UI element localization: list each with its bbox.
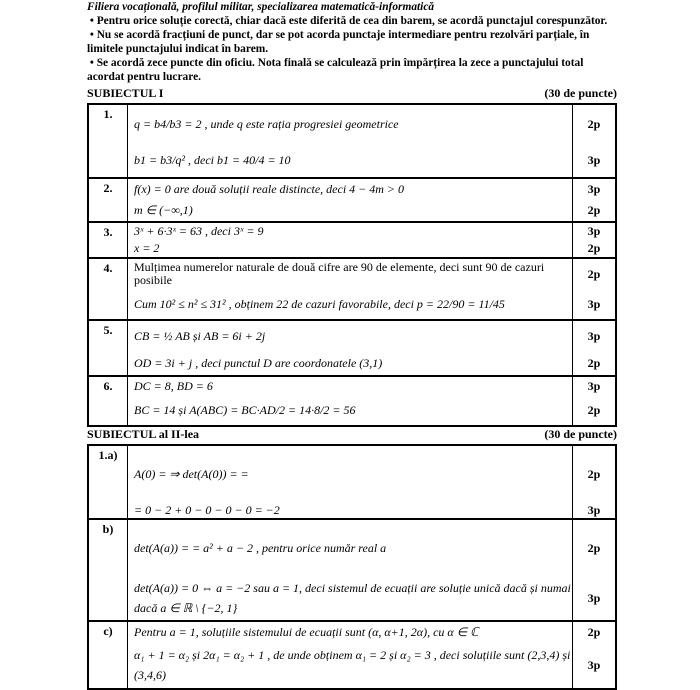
item-number: 5.	[88, 320, 128, 376]
solution-line: α₁ + 1 = α₂ și 2α₁ = α₂ + 1 , de unde obținem α₁ = 2 și α₂ = 3 , deci soluțiile sunt (2,3,4) și (3,4,6)	[134, 648, 571, 682]
solution-line: Pentru a = 1, soluțiile sistemului de ecuații sunt (α, α+1, 2α), cu α ∈ ℂ	[134, 624, 479, 639]
points-value: 2p	[587, 266, 601, 281]
solution-line: Mulțimea numerelor naturale de două cifre are 90 de elemente, deci sunt 90 de cazuri posibile	[134, 260, 545, 287]
item-points	[573, 178, 617, 222]
item-points	[573, 320, 617, 376]
item-points	[573, 376, 617, 426]
item-number: 1.a)	[88, 445, 128, 519]
solution-line: m ∈ (−∞,1)	[134, 203, 193, 217]
section2-points: (30 de puncte)	[544, 427, 617, 441]
section2-heading	[87, 427, 617, 442]
table-row	[88, 445, 616, 519]
item-solution	[128, 376, 573, 426]
solution-line: b1 = b3/q² , deci b1 = 40/4 = 10	[134, 152, 291, 167]
points-value: 3p	[587, 502, 601, 517]
item-points	[573, 104, 617, 178]
solution-line: q = b4/b3 = 2 , unde q este rația progresiei geometrice	[134, 116, 399, 131]
item-points	[573, 519, 617, 621]
table-row	[88, 222, 616, 258]
item-number: 2.	[88, 178, 128, 222]
section2-table	[87, 444, 617, 690]
solution-line: f(x) = 0 are două soluții reale distincte, deci 4 − 4m > 0	[134, 182, 405, 196]
points-value: 2p	[587, 466, 601, 481]
solution-line: OD = 3i + j , deci punctul D are coordonatele (3,1)	[134, 355, 383, 370]
solution-line: 3ˣ + 6·3ˣ = 63 , deci 3ˣ = 9	[134, 224, 264, 238]
solution-line: det(A(a)) = = a² + a − 2 , pentru orice număr real a	[134, 540, 387, 555]
table-row	[88, 178, 616, 222]
item-solution	[128, 621, 573, 689]
header-notes	[87, 0, 617, 84]
points-value: 3p	[587, 657, 601, 672]
section1-table	[87, 103, 617, 427]
item-number: 1.	[88, 104, 128, 178]
table-row	[88, 621, 616, 689]
item-points	[573, 258, 617, 320]
solution-text: A(0) = ⇒ det(A(0)) = =	[134, 466, 249, 481]
item-points	[573, 445, 617, 519]
header-track: Filiera vocațională, profilul militar, specializarea matematică-informatică	[87, 1, 435, 13]
item-solution	[128, 258, 573, 320]
points-value: 3p	[587, 152, 601, 167]
points-value: 2p	[587, 540, 601, 555]
points-value: 2p	[587, 624, 601, 639]
table-row	[88, 519, 616, 621]
item-solution	[128, 445, 573, 519]
solution-line: = 0 − 2 + 0 − 0 − 0 − 0 = −2	[134, 502, 280, 517]
points-value: 3p	[587, 296, 601, 311]
solution-line: Cum 10² ≤ n² ≤ 31² , obținem 22 de cazuri favorabile, deci p = 22/90 = 11/45	[134, 296, 505, 311]
item-solution	[128, 104, 573, 178]
section2-title: SUBIECTUL al II-lea	[87, 427, 200, 441]
item-number: c)	[88, 621, 128, 689]
solution-line: BC = 14 și A(ABC) = BC·AD/2 = 14·8/2 = 56	[134, 402, 356, 417]
table-row	[88, 258, 616, 320]
points-value: 2p	[587, 402, 601, 417]
note-2: • Nu se acordă fracțiuni de punct, dar se pot acorda punctaje intermediare pentru rezolvări parțiale, în limitele punctajului indicat în barem.	[87, 29, 590, 55]
points-value: 3p	[587, 378, 601, 393]
item-points	[573, 621, 617, 689]
item-points	[573, 222, 617, 258]
note-1: • Pentru orice soluție corectă, chiar dacă este diferită de cea din barem, se acordă punctajul corespunzător.	[87, 15, 608, 27]
item-number: b)	[88, 519, 128, 621]
note-3: • Se acordă zece puncte din oficiu. Nota finală se calculează prin împărțirea la zece a punctajului total acordat pentru lucrare.	[87, 57, 584, 83]
solution-line: CB = ½ AB și AB = 6i + 2j	[134, 328, 266, 343]
item-solution	[128, 178, 573, 222]
points-value: 2p	[587, 355, 601, 370]
item-number: 6.	[88, 376, 128, 426]
item-solution	[128, 519, 573, 621]
section1-points: (30 de puncte)	[544, 86, 617, 100]
points-value: 2p	[587, 241, 601, 255]
item-solution	[128, 222, 573, 258]
points-value: 3p	[587, 328, 601, 343]
points-value: 3p	[587, 590, 601, 605]
item-number: 4.	[88, 258, 128, 320]
section1-title: SUBIECTUL I	[87, 86, 164, 100]
item-solution	[128, 320, 573, 376]
table-row	[88, 376, 616, 426]
solution-line: x = 2	[134, 241, 160, 255]
solution-line	[128, 446, 572, 502]
solution-line: det(A(a)) = 0 ⇔ a = −2 sau a = 1, deci sistemul de ecuații are soluție unică dacă și numai dacă a ∈ ℝ \ {−2, 1}	[134, 581, 571, 615]
item-number: 3.	[88, 222, 128, 258]
points-value: 2p	[587, 116, 601, 131]
points-value: 3p	[587, 224, 601, 238]
solution-line: DC = 8, BD = 6	[134, 378, 213, 393]
points-value: 3p	[587, 182, 601, 196]
points-value: 2p	[587, 203, 601, 217]
table-row	[88, 104, 616, 178]
table-row	[88, 320, 616, 376]
section1-heading	[87, 86, 617, 101]
